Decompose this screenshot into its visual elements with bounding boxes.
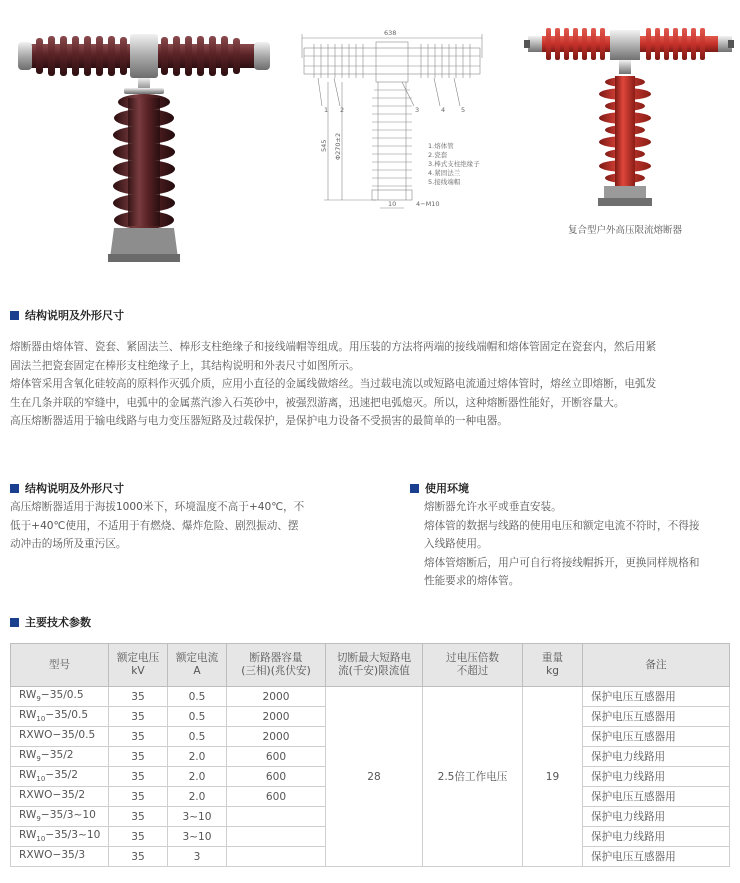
cell-model: $RW_{10}-35/0.5$	[11, 707, 109, 727]
header-short-circuit: 切断最大短路电 流(千安)限流值	[326, 644, 423, 687]
cell-model: $RW_9-35/0.5$	[11, 687, 109, 707]
section-structure-body	[10, 338, 735, 431]
legend-item-2: 2.瓷套	[428, 151, 448, 159]
dim-top-label: 638	[384, 29, 397, 37]
fuse-dimension-diagram	[284, 24, 504, 214]
paragraph-line: 低于+40℃使用，不适用于有燃烧、爆炸危险、剧烈振动、摆	[10, 519, 299, 532]
cell-current: 2.0	[168, 767, 227, 787]
legend-item-4: 4.紧固法兰	[428, 169, 461, 177]
paragraph-line: 熔断器允许水平或垂直安装。	[424, 501, 562, 513]
section-title: 结构说明及外形尺寸	[25, 482, 124, 495]
dim-bottom-2: 4−M10	[416, 200, 440, 208]
cell-weight: 19	[523, 687, 583, 867]
cell-current: 0.5	[168, 727, 227, 747]
cell-model: $RW_9-35/2$	[11, 747, 109, 767]
header-weight: 重量 kg	[523, 644, 583, 687]
composite-fuse-image	[524, 22, 734, 218]
callout-5: 5	[461, 106, 466, 114]
cell-capacity: 600	[227, 787, 326, 807]
paragraph-line: 熔断器由熔体管、瓷套、紧固法兰、棒形支柱绝缘子和接线端帽等组成。用压装的方法将两端的接线端帽和熔体管固定在瓷套内，然后用紧	[10, 341, 657, 353]
section-marker-icon	[410, 484, 419, 493]
cell-current: 0.5	[168, 687, 227, 707]
callout-2: 2	[340, 106, 345, 114]
callout-1: 1	[324, 106, 329, 114]
cell-note: 保护电压互感器用	[583, 787, 730, 807]
callout-3: 3	[415, 106, 420, 114]
cell-note: 保护电压互感器用	[583, 687, 730, 707]
cell-note: 保护电压互感器用	[583, 847, 730, 867]
section-usage-body	[424, 498, 736, 591]
cell-model: $RW_{10}-35/3\sim 10$	[11, 827, 109, 847]
paragraph-line: 生在几条并联的窄缝中，电弧中的金属蒸汽渗入石英砂中，被强烈游离，迅速把电弧熄灭。所以，这种熔断器性能好，开断容量大。	[10, 396, 625, 409]
cell-note: 保护电力线路用	[583, 747, 730, 767]
cell-model: RXWO−35/0.5	[11, 727, 109, 747]
cell-voltage: 35	[109, 687, 168, 707]
section-title: 结构说明及外形尺寸	[25, 309, 124, 322]
cell-model: $RW_{10}-35/2$	[11, 767, 109, 787]
cell-current: 2.0	[168, 787, 227, 807]
cell-capacity: 2000	[227, 687, 326, 707]
spec-table	[10, 643, 730, 867]
section-marker-icon	[10, 311, 19, 320]
dim-left-1: 545	[320, 139, 328, 152]
paragraph-line: 熔体管采用含氧化硅较高的原料作灭弧介质，应用小直径的金属线做熔丝。当过载电流以或短路电流通过熔体管时，熔丝立即熔断，电弧发	[10, 378, 657, 391]
cell-capacity: 600	[227, 747, 326, 767]
header-current: 额定电流 A	[168, 644, 227, 687]
paragraph-line: 高压熔断器适用于输电线路与电力变压器短路及过载保护，是保护电力设备不受损害的最简单的一种电器。	[10, 415, 508, 428]
cell-voltage: 35	[109, 727, 168, 747]
paragraph-line: 熔体管的数据与线路的使用电压和额定电流不符时，不得接	[424, 519, 700, 532]
section-title: 使用环境	[425, 482, 469, 495]
cell-current: 3	[168, 847, 227, 867]
cell-current: 0.5	[168, 707, 227, 727]
section-conditions-body	[10, 498, 350, 554]
cell-voltage: 35	[109, 747, 168, 767]
paragraph-line: 熔体管熔断后，用户可自行将接线帽拆开，更换同样规格和	[424, 556, 700, 569]
cell-note: 保护电压互感器用	[583, 727, 730, 747]
header-model: 型号	[11, 644, 109, 687]
cell-voltage: 35	[109, 807, 168, 827]
legend-item-3: 3.棒式支柱绝缘子	[428, 160, 480, 168]
table-header-row	[11, 644, 730, 687]
header-note: 备注	[583, 644, 730, 687]
cell-current: 2.0	[168, 747, 227, 767]
cell-capacity: 2000	[227, 727, 326, 747]
cell-note: 保护电力线路用	[583, 827, 730, 847]
cell-short-circuit: 28	[326, 687, 423, 867]
cell-note: 保护电力线路用	[583, 807, 730, 827]
section-title: 主要技术参数	[25, 616, 91, 629]
cell-voltage: 35	[109, 827, 168, 847]
composite-fuse-caption: 复合型户外高压限流熔断器	[568, 225, 683, 236]
cell-note: 保护电力线路用	[583, 767, 730, 787]
callout-4: 4	[441, 106, 446, 114]
section-marker-icon	[10, 484, 19, 493]
cell-capacity	[227, 807, 326, 827]
paragraph-line: 入线路使用。	[424, 538, 488, 551]
dim-left-2: Φ270±2	[334, 132, 342, 160]
legend-item-1: 1.熔体管	[428, 142, 454, 150]
cell-model: RXWO−35/2	[11, 787, 109, 807]
cell-capacity: 600	[227, 767, 326, 787]
cell-current: 3~10	[168, 807, 227, 827]
cell-model: $RW_9-35/3\sim 10$	[11, 807, 109, 827]
header-overvoltage: 过电压倍数 不超过	[423, 644, 523, 687]
cell-voltage: 35	[109, 847, 168, 867]
legend-item-5: 5.接线端帽	[428, 178, 461, 186]
paragraph-line: 固法兰把瓷套固定在棒形支柱绝缘子上，其结构说明和外表尺寸如图所示。	[10, 359, 360, 372]
cell-capacity	[227, 847, 326, 867]
section-marker-icon	[10, 618, 19, 627]
dim-bottom-1: 10	[388, 200, 397, 208]
paragraph-line: 性能要求的熔体管。	[424, 575, 520, 588]
header-voltage: 额定电压 kV	[109, 644, 168, 687]
section-specs-header	[10, 614, 91, 630]
cell-note: 保护电压互感器用	[583, 707, 730, 727]
section-usage-header	[410, 480, 469, 496]
cell-overvoltage: 2.5倍工作电压	[423, 687, 523, 867]
table-row	[11, 687, 730, 707]
porcelain-fuse-image	[18, 28, 270, 268]
cell-voltage: 35	[109, 767, 168, 787]
cell-voltage: 35	[109, 707, 168, 727]
cell-voltage: 35	[109, 787, 168, 807]
cell-capacity	[227, 827, 326, 847]
paragraph-line: 动冲击的场所及重污区。	[10, 538, 127, 551]
paragraph-line: 高压熔断器适用于海拔1000米下，环境温度不高于+40℃，不	[10, 501, 305, 513]
cell-capacity: 2000	[227, 707, 326, 727]
header-capacity: 断路器容量 (三相)(兆伏安)	[227, 644, 326, 687]
section-conditions-header	[10, 480, 124, 496]
section-structure-header	[10, 307, 124, 323]
cell-model: RXWO−35/3	[11, 847, 109, 867]
cell-current: 3~10	[168, 827, 227, 847]
